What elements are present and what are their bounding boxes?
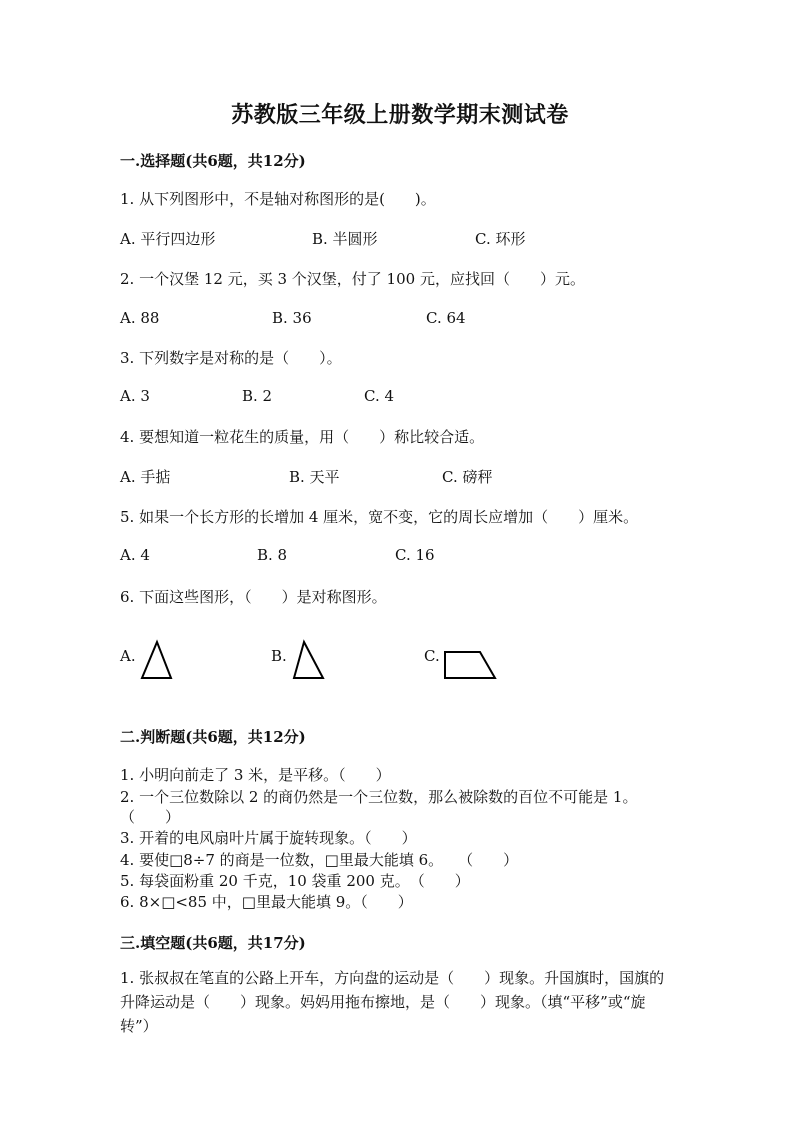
- scalene-triangle-figure: [290, 640, 326, 680]
- tf-item-3: 3. 开着的电风扇叶片属于旋转现象。（ ）: [120, 829, 417, 847]
- q2-option-c: C. 64: [426, 309, 466, 327]
- q3-option-c: C. 4: [364, 387, 395, 405]
- q5-option-c: C. 16: [395, 546, 435, 564]
- q3-option-a: A. 3: [120, 387, 150, 405]
- fill-item-1: 1. 张叔叔在笔直的公路上开车，方向盘的运动是（ ）现象。升国旗时，国旗的升降运动是（ ）现象。妈妈用拖布擦地，是（ ）现象。（填“平移”或“旋转”）: [120, 969, 665, 1035]
- q2-option-a: A. 88: [120, 309, 160, 327]
- q4-option-c: C. 磅秤: [442, 468, 493, 486]
- q6-option-a-label: A.: [120, 647, 136, 665]
- q1-option-c: C. 环形: [475, 230, 526, 248]
- q5-option-b: B. 8: [257, 546, 288, 564]
- tf-item-4: 4. 要使□8÷7 的商是一位数，□里最大能填 6。 （ ）: [120, 851, 519, 869]
- section-heading-true-false: 二.判断题(共6题，共12分): [120, 728, 306, 746]
- isosceles-triangle-figure: [140, 640, 174, 680]
- question-6: 6. 下面这些图形，（ ）是对称图形。: [120, 588, 387, 606]
- q1-option-a: A. 平行四边形: [120, 230, 216, 248]
- q1-option-b: B. 半圆形: [312, 230, 378, 248]
- question-2: 2. 一个汉堡 12 元，买 3 个汉堡，付了 100 元，应找回（ ）元。: [120, 270, 585, 288]
- q4-option-a: A. 手掂: [120, 468, 171, 486]
- question-3: 3. 下列数字是对称的是（ ）。: [120, 349, 342, 367]
- tf-item-5: 5. 每袋面粉重 20 千克，10 袋重 200 克。 （ ）: [120, 872, 470, 890]
- q6-option-c-label: C.: [424, 647, 440, 665]
- tf-item-1: 1. 小明向前走了 3 米，是平移。（ ）: [120, 766, 391, 784]
- q2-option-b: B. 36: [272, 309, 312, 327]
- section-heading-choice: 一.选择题(共6题，共12分): [120, 152, 306, 170]
- q3-option-b: B. 2: [242, 387, 273, 405]
- q6-option-b-label: B.: [271, 647, 287, 665]
- tf-item-2: 2. 一个三位数除以 2 的商仍然是一个三位数，那么被除数的百位不可能是 1。: [120, 788, 638, 806]
- question-4: 4. 要想知道一粒花生的质量，用（ ）称比较合适。: [120, 428, 485, 446]
- q5-option-a: A. 4: [120, 546, 150, 564]
- tf-item-2-blank: （ ）: [120, 808, 181, 826]
- exam-title: 苏教版三年级上册数学期末测试卷: [231, 102, 569, 128]
- question-1: 1. 从下列图形中，不是轴对称图形的是( )。: [120, 190, 436, 208]
- q4-option-b: B. 天平: [289, 468, 340, 486]
- question-5: 5. 如果一个长方形的长增加 4 厘米，宽不变，它的周长应增加（ ）厘米。: [120, 508, 639, 526]
- trapezoid-figure: [442, 650, 498, 680]
- section-heading-fill-blank: 三.填空题(共6题，共17分): [120, 934, 306, 952]
- tf-item-6: 6. 8×□<85 中，□里最大能填 9。（ ）: [120, 893, 413, 911]
